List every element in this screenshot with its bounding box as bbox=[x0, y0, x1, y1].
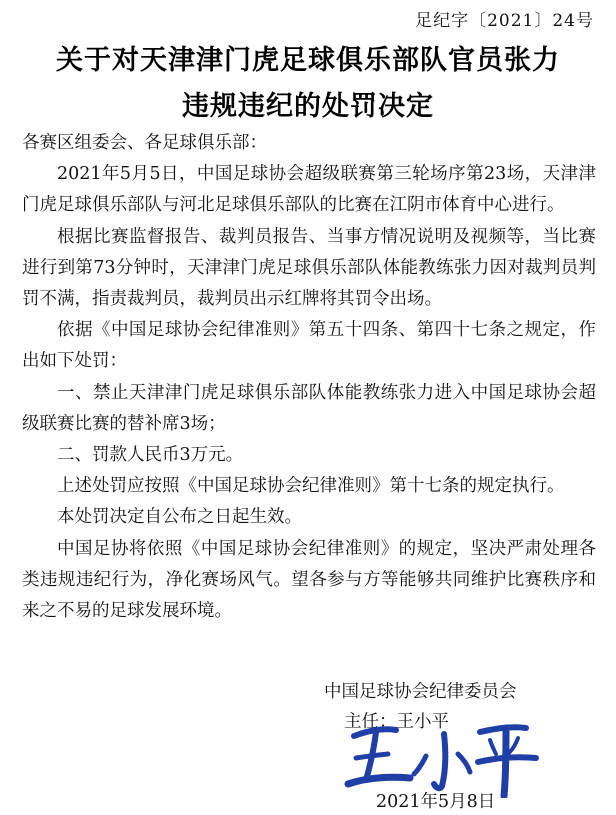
paragraph-effective: 本处罚决定自公布之日起生效。 bbox=[57, 507, 302, 528]
director-line: 主任：王小平 bbox=[344, 712, 449, 732]
paragraph-match-info: 2021年5月5日，中国足球协会超级联赛第三轮场序第23场，天津津门虎足球俱乐部队与河北足球俱乐部队的比赛在江阴市体育中心进行。 bbox=[22, 164, 596, 216]
penalty-item-2: 二、罚款人民币3万元。 bbox=[57, 445, 244, 466]
paragraph-closing: 中国足协将依照《中国足球协会纪律准则》的规定，坚决严肃处理各类违规违纪行为，净化赛场风气。望各参与方等能够共同维护比赛秩序和来之不易的足球发展环境。 bbox=[22, 538, 596, 622]
salutation: 各赛区组委会、各足球俱乐部： bbox=[22, 133, 267, 153]
paragraph-execution: 上述处罚应按照《中国足球协会纪律准则》第十七条的规定执行。 bbox=[57, 476, 565, 497]
document-body bbox=[22, 128, 596, 627]
page-title-line-2: 违规违纪的处罚决定 bbox=[182, 91, 434, 122]
issuer-name: 中国足球协会纪律委员会 bbox=[324, 682, 517, 702]
doc-number: 足纪字〔2021〕24号 bbox=[415, 11, 594, 31]
handwritten-signature bbox=[340, 714, 540, 798]
page-title-line-1: 关于对天津津门虎足球俱乐部队官员张力 bbox=[56, 45, 560, 76]
signature-date: 2021年5月8日 bbox=[376, 792, 496, 812]
paragraph-basis: 依据《中国足球协会纪律准则》第五十四条、第四十七条之规定，作出如下处罚： bbox=[22, 320, 596, 372]
paragraph-incident: 根据比赛监督报告、裁判员报告、当事方情况说明及视频等，当比赛进行到第73分钟时，天津津门虎足球俱乐部队体能教练张力因对裁判员判罚不满，指责裁判员，裁判员出示红牌将其罚令出场。 bbox=[22, 226, 596, 310]
penalty-item-1: 一、禁止天津津门虎足球俱乐部队体能教练张力进入中国足球协会超级联赛比赛的替补席3场； bbox=[22, 382, 596, 434]
